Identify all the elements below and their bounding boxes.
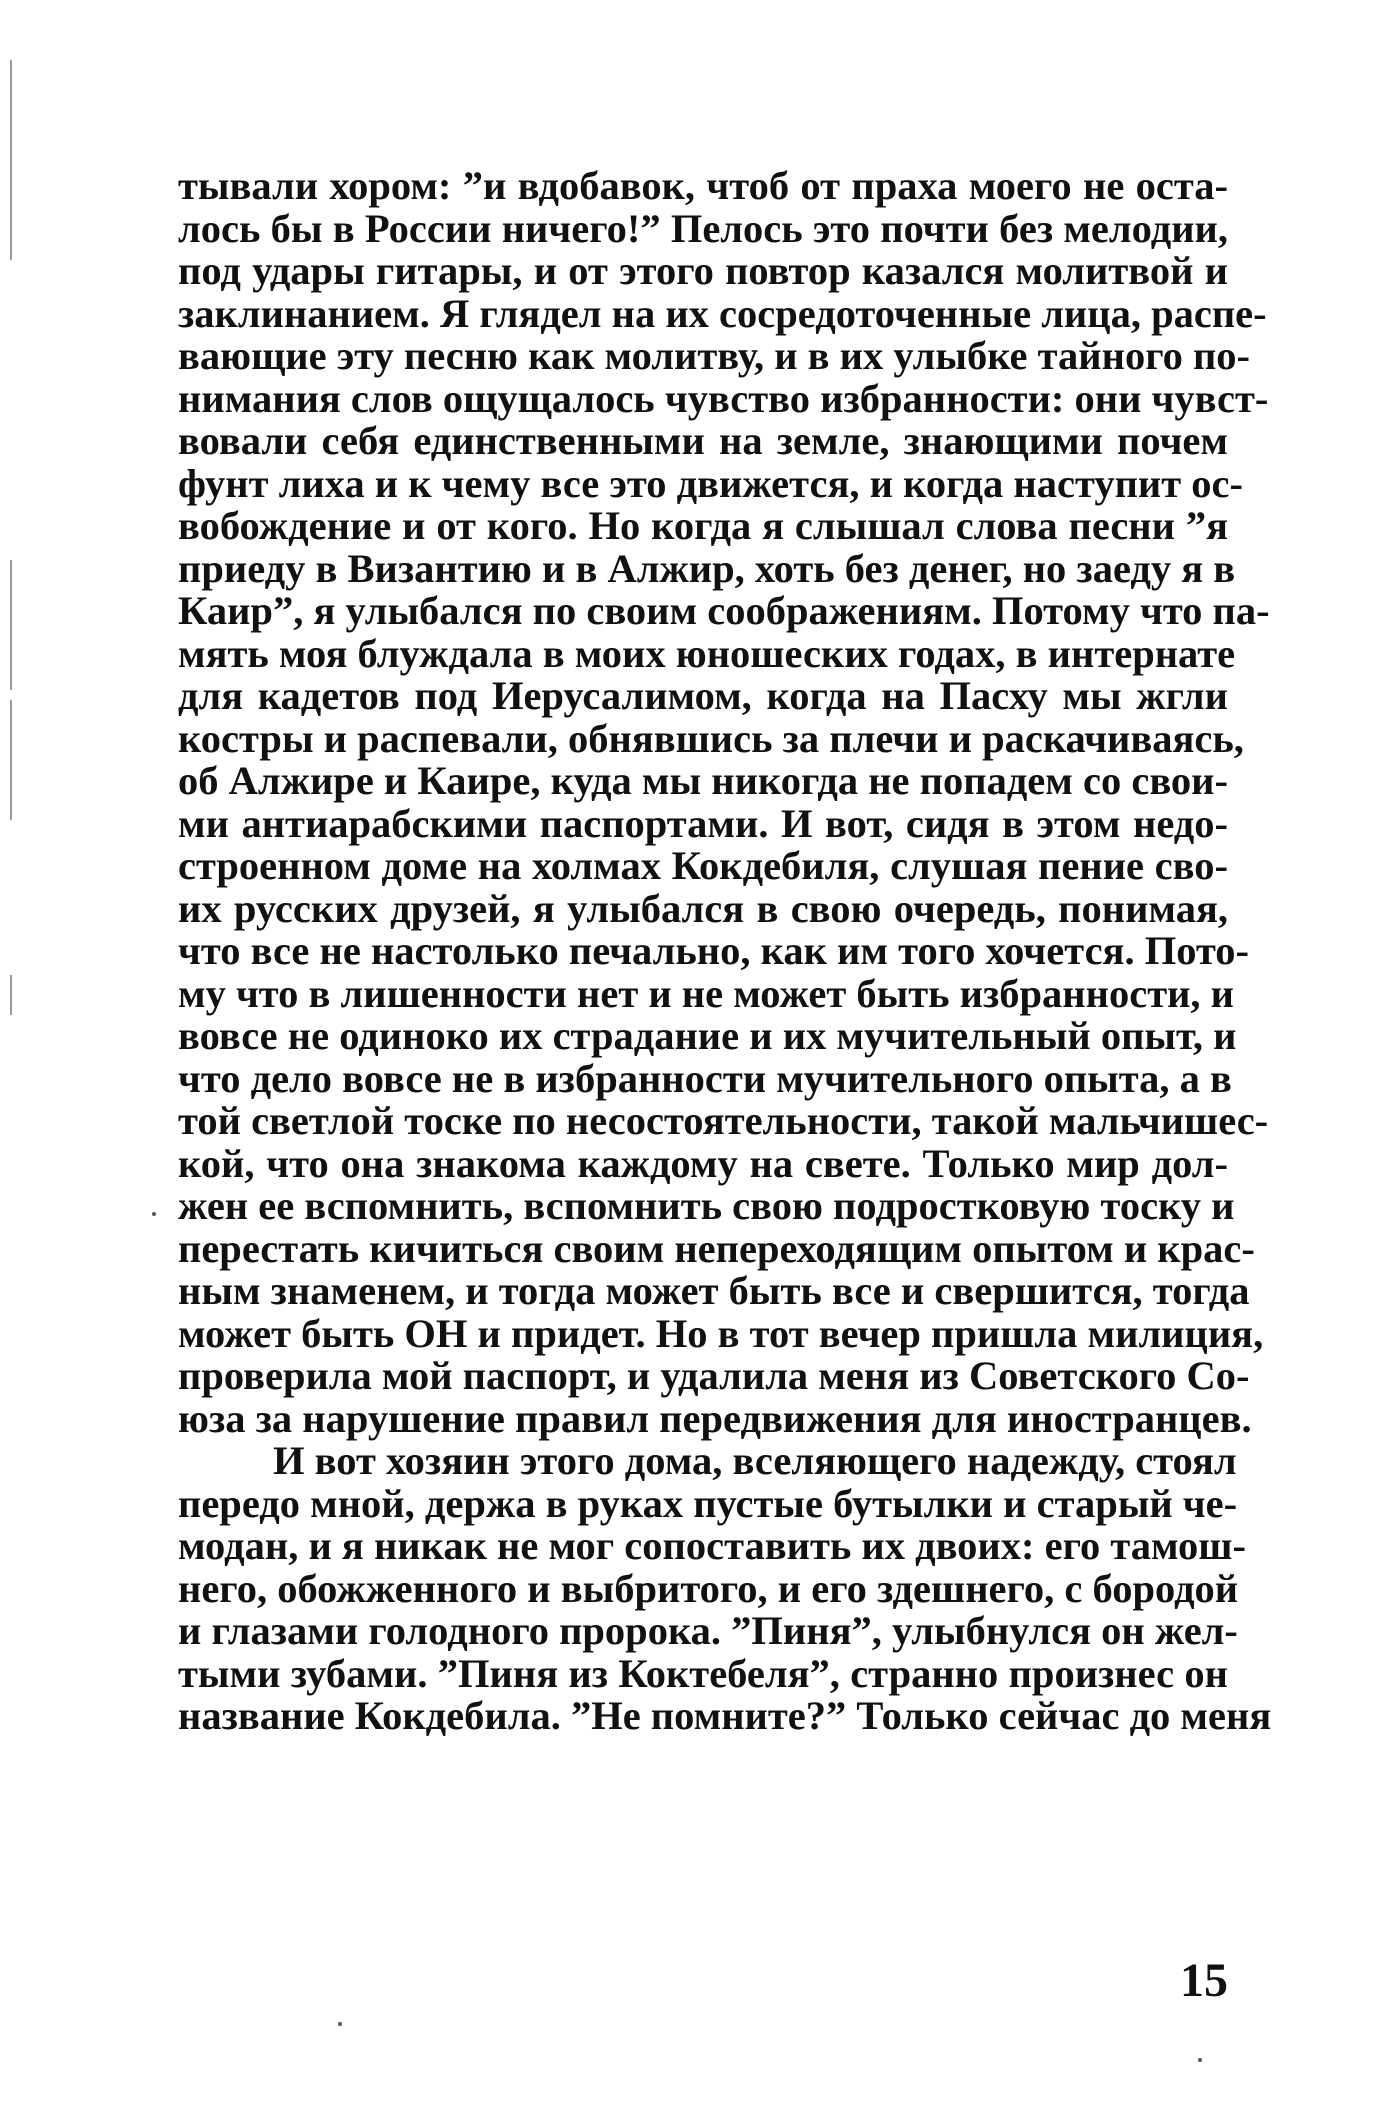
text-line: юза за нарушение правил передвижения для иностранцев.	[178, 1395, 1252, 1441]
body-text	[178, 163, 1272, 1738]
text-line: модан, и я никак не мог сопоставить их двоих: его тамош-	[178, 1523, 1246, 1568]
text-line: фунт лиха и к чему все это движется, и когда наступит ос-	[178, 460, 1243, 506]
scan-edge-mark	[10, 700, 12, 820]
text-line: передо мной, держа в руках пустые бутылки и старый че-	[178, 1480, 1238, 1526]
text-line: ным знаменем, и тогда может быть все и свершится, тогда	[178, 1268, 1250, 1313]
text-line: Каир”, я улыбался по своим соображениям. Потому что па-	[178, 588, 1270, 633]
scan-speck	[1198, 2058, 1202, 2062]
text-line: костры и распевали, обнявшись за плечи и раскачиваясь,	[178, 715, 1244, 761]
scan-edge-mark	[10, 560, 12, 690]
text-line: приеду в Византию и в Алжир, хоть без денег, но заеду я в	[178, 545, 1236, 591]
text-line: под удары гитары, и от этого повтор казался молитвой и	[178, 248, 1228, 293]
text-line: для кадетов под Иерусалимом, когда на Пасху мы жгли	[178, 673, 1228, 718]
text-line: перестать кичиться своим непереходящим опытом и крас-	[178, 1225, 1255, 1271]
text-line: может быть ОН и придет. Но в тот вечер пришла милиция,	[178, 1310, 1264, 1356]
text-line: му что в лишенности нет и не может быть избранности, и	[178, 970, 1235, 1016]
text-line: вовали себя единственными на земле, знающими почем	[178, 418, 1228, 463]
text-line: кой, что она знакома каждому на свете. Только мир дол-	[178, 1140, 1228, 1186]
text-line: той светлой тоске по несостоятельности, такой мальчишес-	[178, 1098, 1269, 1143]
text-line: об Алжире и Каире, куда мы никогда не попадем со свои-	[178, 758, 1228, 803]
text-line: И вот хозяин этого дома, вселяющего надежду, стоял	[273, 1438, 1237, 1483]
text-line: вовсе не одиноко их страдание и их мучительный опыт, и	[178, 1013, 1237, 1058]
text-line: название Кокдебила. ”Не помните?” Только сейчас до меня	[178, 1693, 1272, 1738]
text-line: проверила мой паспорт, и удалила меня из Советского Со-	[178, 1353, 1250, 1398]
text-line: что дело вовсе не в избранности мучительного опыта, а в	[178, 1055, 1232, 1101]
text-line: заклинанием. Я глядел на их сосредоточенные лица, распе-	[178, 290, 1267, 336]
text-line: ми антиарабскими паспортами. И вот, сидя в этом недо-	[178, 800, 1228, 846]
page-number: 15	[1180, 1954, 1228, 2007]
text-line: и глазами голодного пророка. ”Пиня”, улыбнулся он жел-	[178, 1608, 1238, 1653]
text-line: тыми зубами. ”Пиня из Коктебеля”, странно произнес он	[178, 1650, 1228, 1696]
text-line: вающие эту песню как молитву, и в их улыбке тайного по-	[178, 333, 1251, 378]
scan-speck	[152, 1212, 156, 1216]
text-line: вобождение и от кого. Но когда я слышал слова песни ”я	[178, 503, 1228, 548]
scan-speck	[338, 2022, 342, 2026]
text-line: него, обожженного и выбритого, и его здешнего, с бородой	[178, 1565, 1239, 1611]
paragraph	[178, 1438, 1272, 1738]
text-line: что все не настолько печально, как им того хочется. Пото-	[178, 928, 1250, 973]
scan-edge-mark	[10, 60, 12, 260]
paragraph	[178, 163, 1270, 1441]
text-line: строенном доме на холмах Кокдебиля, слушая пение сво-	[178, 843, 1228, 888]
text-line: тывали хором: ”и вдобавок, чтоб от праха моего не оста-	[178, 163, 1228, 208]
text-line: мять моя блуждала в моих юношеских годах, в интернате	[178, 630, 1236, 676]
text-line: лось бы в России ничего!” Пелось это почти без мелодии,	[178, 205, 1228, 251]
text-line: их русских друзей, я улыбался в свою очередь, понимая,	[178, 885, 1228, 931]
text-line: жен ее вспомнить, вспомнить свою подростковую тоску и	[178, 1183, 1235, 1228]
text-line: нимания слов ощущалось чувство избранности: они чувст-	[178, 375, 1269, 421]
scan-edge-mark	[10, 975, 12, 1015]
